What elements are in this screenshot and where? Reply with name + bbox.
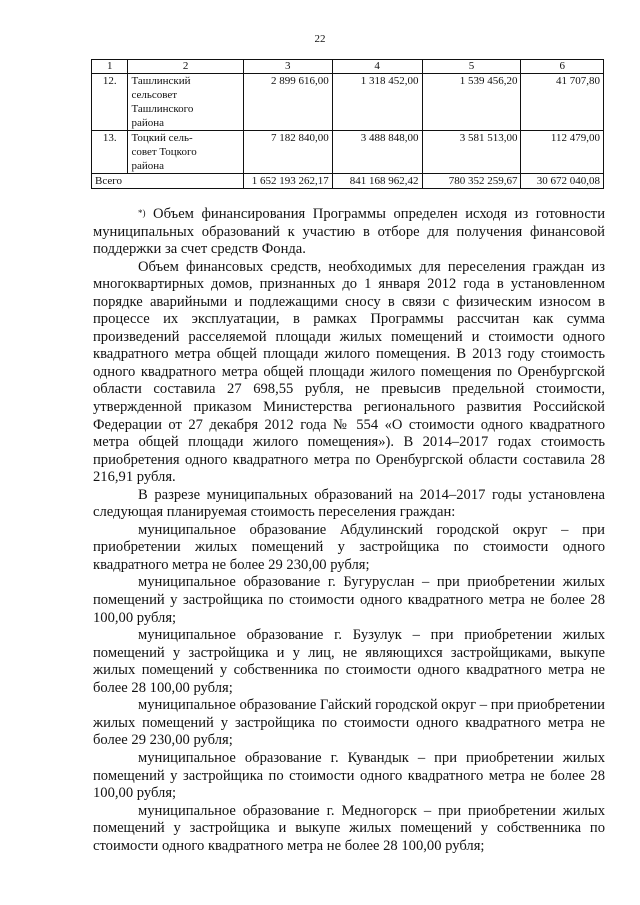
paragraph: муниципальное образование г. Кувандык – при приобретении жилых помещений у застройщика по стоимости одного квадратного метра не более 28 100,00 рубля;: [93, 749, 605, 802]
total-value-col5: 780 352 259,67: [422, 174, 521, 189]
footnote: [93, 206, 605, 259]
row-value-col6: 41 707,80: [521, 74, 604, 131]
table-row: [92, 131, 604, 174]
row-value-col5: 1 539 456,20: [422, 74, 521, 131]
row-name-line: Ташлинского: [131, 103, 194, 115]
total-value-col4: 841 168 962,42: [332, 174, 422, 189]
total-value-col6: 30 672 040,08: [521, 174, 604, 189]
header-cell-6: 6: [521, 60, 604, 74]
row-name-line: Тоцкий сель-: [131, 132, 193, 144]
paragraph: муниципальное образование г. Бузулук – при приобретении жилых помещений у застройщика и у лиц, не являющихся застройщиками, выкупе жилых помещений у собственника по стоимости одного квадратного метра не более 28 100,00 рубля;: [93, 627, 605, 696]
header-cell-2: 2: [128, 60, 243, 74]
paragraph: муниципальное образование Абдулинский городской округ – при приобретении жилых помещений у застройщика по стоимости одного квадратного метра не более 29 230,00 рубля;: [93, 521, 605, 573]
footnote-marker: *): [138, 208, 146, 218]
footnote-text: Объем финансирования Программы определен исходя из готовности муниципальных образований к участию в отборе для получения финансовой поддержки за счет средств Фонда.: [93, 206, 605, 258]
row-name-line: Ташлинский: [131, 75, 191, 87]
row-value-col5: 3 581 513,00: [422, 131, 521, 174]
header-cell-5: 5: [422, 60, 521, 74]
row-name: [128, 74, 243, 131]
paragraph: муниципальное образование г. Бугуруслан – при приобретении жилых помещений у застройщика по стоимости одного квадратного метра не более 28 100,00 рубля;: [93, 574, 605, 626]
row-name-line: района: [131, 117, 164, 129]
body-text: [93, 206, 605, 855]
table-header-row: [92, 60, 604, 74]
row-name-line: сельсовет: [131, 89, 178, 101]
paragraph: муниципальное образование Гайский городской округ – при приобретении жилых помещений у застройщика по стоимости одного квадратного метра не более 29 230,00 рубля;: [93, 697, 605, 749]
row-value-col3: 2 899 616,00: [243, 74, 332, 131]
financing-table: [91, 59, 604, 189]
row-name-line: района: [131, 160, 164, 172]
row-name-line: совет Тоцкого: [131, 146, 197, 158]
table-total-row: [92, 174, 604, 189]
row-value-col3: 7 182 840,00: [243, 131, 332, 174]
row-value-col4: 3 488 848,00: [332, 131, 422, 174]
paragraph: Объем финансовых средств, необходимых для переселения граждан из многоквартирных домов, признанных до 1 января 2012 года в установленном порядке аварийными и подлежащими сносу в связи с физическим износом в процессе их эксплуатации, в рамках Программы рассчитан как сумма произведений расселяемой площади жилых помещений и стоимости одного квадратного метра общей площади жилого помещения. В 2013 году стоимость одного квадратного метра общей площади жилого помещения по Оренбургской области составила 27 698,55 рубля, не превысив предельной стоимости, утвержденной приказом Министерства регионального развития Российской Федерации от 27 декабря 2012 года № 554 «О стоимости одного квадратного метра общей площади жилого помещения»). В 2014–2017 годах стоимость приобретения одного квадратного метра по Оренбургской области составила 28 216,91 рубля.: [93, 258, 605, 486]
row-value-col4: 1 318 452,00: [332, 74, 422, 131]
paragraph: В разрезе муниципальных образований на 2014–2017 годы установлена следующая планируемая стоимость переселения граждан:: [93, 486, 605, 521]
header-cell-3: 3: [243, 60, 332, 74]
page-number: 22: [314, 33, 326, 45]
row-index: 12.: [92, 74, 128, 131]
header-cell-4: 4: [332, 60, 422, 74]
row-name: [128, 131, 243, 174]
row-index: 13.: [92, 131, 128, 174]
total-label: Всего: [92, 174, 244, 189]
row-value-col6: 112 479,00: [521, 131, 604, 174]
paragraph: муниципальное образование г. Медногорск – при приобретении жилых помещений у застройщика и выкупе жилых помещений у собственника по стоимости одного квадратного метра не более 28 100,00 рубля;: [93, 802, 605, 854]
table-row: [92, 74, 604, 131]
header-cell-1: 1: [92, 60, 128, 74]
total-value-col3: 1 652 193 262,17: [243, 174, 332, 189]
